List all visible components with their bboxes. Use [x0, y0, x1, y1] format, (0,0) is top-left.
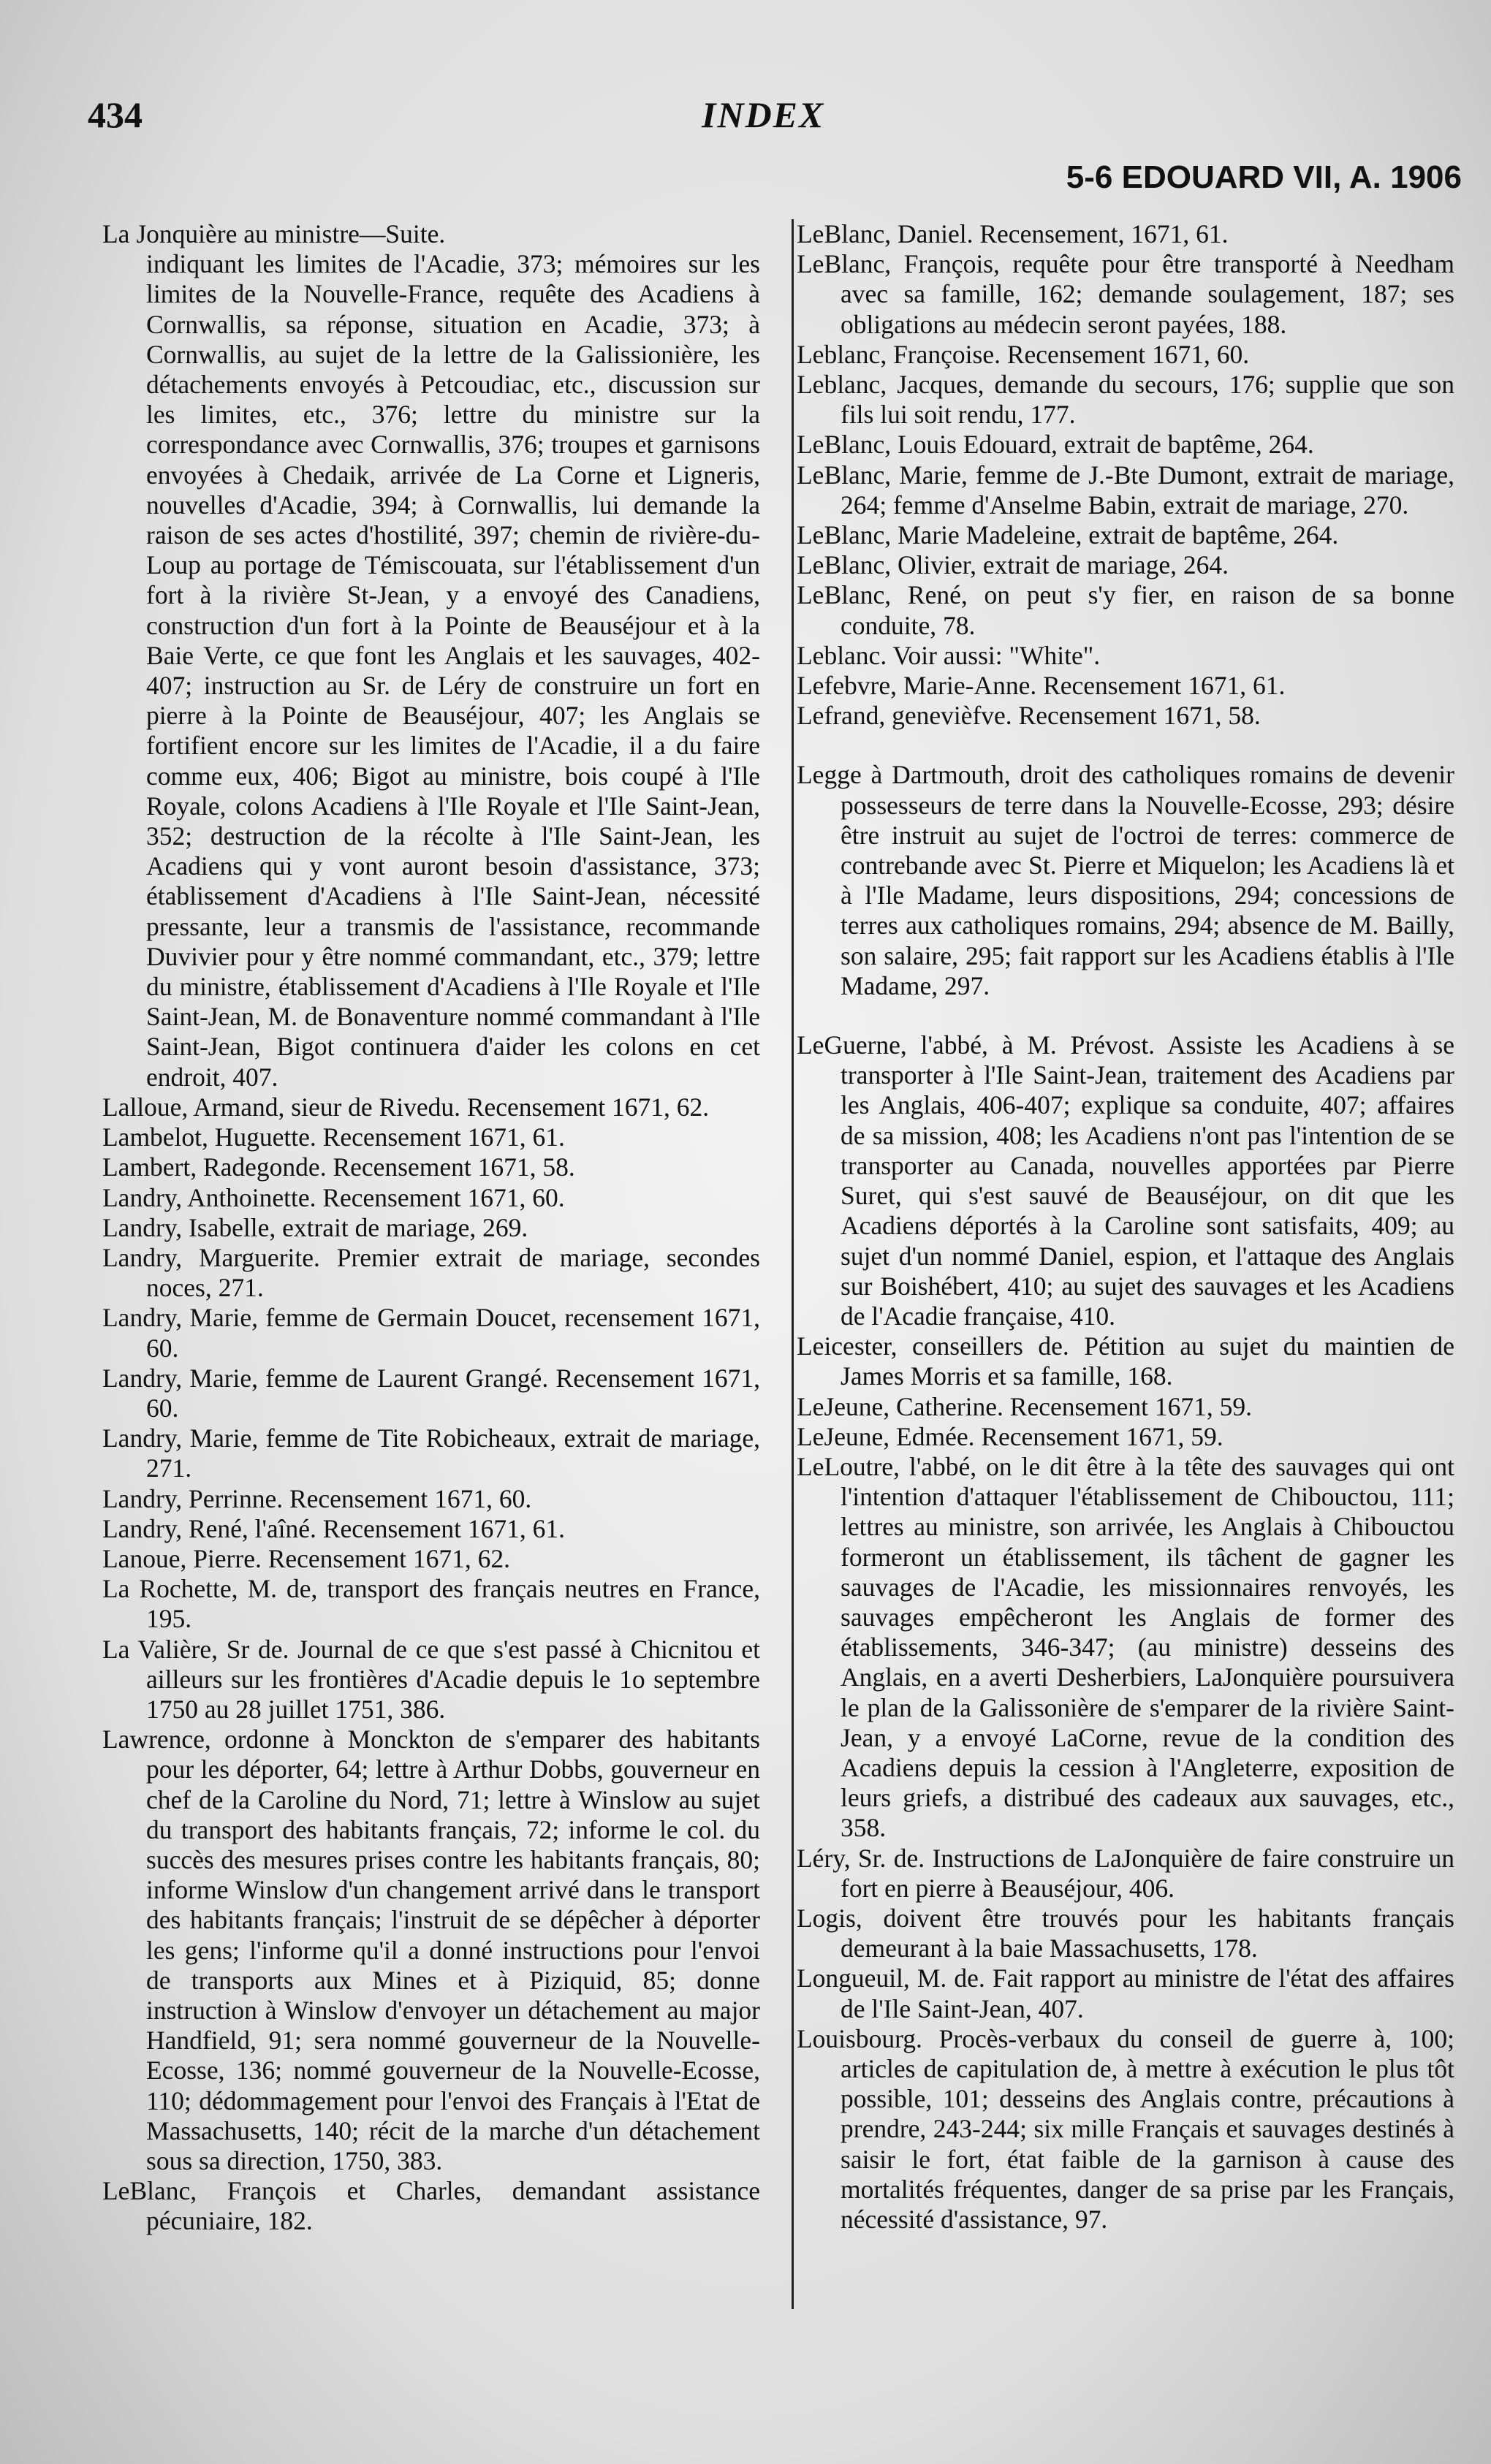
index-entry: Landry, Marguerite. Premier extrait de mariage, secondes noces, 271.	[102, 1242, 760, 1303]
index-entry: Leblanc, Jacques, demande du secours, 176; supplie que son fils lui soit rendu, 177.	[797, 370, 1454, 430]
index-entry: Lawrence, ordonne à Monckton de s'emparer des habitants pour les déporter, 64; lettre à Arthur Dobbs, gouverneur en chef de la Caroline du Nord, 71; lettre à Winslow au sujet du transport des habitants français, 72; informe le col. du succès des mesures prises contre les habitants français, 80; informe Winslow d'un changement arrivé dans le transport des habitants français; l'instruit de se dépêcher à déporter les gens; l'informe qu'il a donné instructions pour l'envoi de transports aux Mines et à Piziquid, 85; donne instruction à Winslow d'envoyer un détachement au major Handfield, 91; sera nommé gouverneur de la Nouvelle-Ecosse, 136; nommé gouverneur de la Nouvelle-Ecosse, 110; dédommagement pour l'envoi des Français à l'Etat de Massachusetts, 140; récit de la marche d'un détachement sous sa direction, 1750, 383.	[102, 1725, 760, 2175]
index-entry: LeBlanc, Olivier, extrait de mariage, 264.	[797, 550, 1229, 580]
session-label: 5-6 EDOUARD VII, A. 1906	[1066, 159, 1462, 195]
index-entry: LeBlanc, Marie Madeleine, extrait de baptême, 264.	[797, 520, 1339, 550]
index-entry: Landry, Marie, femme de Germain Doucet, recensement 1671, 60.	[102, 1303, 760, 1363]
index-entry: LeBlanc, Daniel. Recensement, 1671, 61.	[797, 219, 1229, 248]
index-entry: LeJeune, Edmée. Recensement 1671, 59.	[797, 1421, 1223, 1451]
index-entry: Lambert, Radegonde. Recensement 1671, 58.	[102, 1152, 575, 1182]
index-entry: Logis, doivent être trouvés pour les habitants français demeurant à la baie Massachusetts, 178.	[797, 1903, 1454, 1963]
column-divider	[792, 219, 794, 2309]
index-entry: Landry, René, l'aîné. Recensement 1671, 61.	[102, 1513, 566, 1543]
index-entry: Legge à Dartmouth, droit des catholiques romains de devenir possesseurs de terre dans la Nouvelle-Ecosse, 293; désire être instruit au sujet de l'octroi de terres: commerce de contrebande avec St. Pierre et Miquelon; les Acadiens là et à l'Ile Madame, leurs dispositions, 294; concessions de terres aux catholiques romains, 294; absence de M. Bailly, son salaire, 295; fait rapport sur les Acadiens établis à l'Ile Madame, 297.	[797, 760, 1454, 1000]
page-number: 434	[88, 94, 143, 135]
index-entry: LeBlanc, François, requête pour être transporté à Needham avec sa famille, 162; demande soulagement, 187; ses obligations au médecin seront payées, 188.	[797, 249, 1454, 339]
index-entry: La Jonquière au ministre—Suite.	[102, 219, 446, 248]
index-entry: LeBlanc, François et Charles, demandant assistance pécuniaire, 182.	[102, 2176, 760, 2236]
index-entry-continuation: indiquant les limites de l'Acadie, 373; mémoires sur les limites de la Nouvelle-France, requête des Acadiens à Cornwallis, sa réponse, situation en Acadie, 373; à Cornwallis, au sujet de la lettre de la Galissionière, les détachements envoyés à Petcoudiac, etc., discussion sur les limites, etc., 376; lettre du ministre sur la correspondance avec Cornwallis, 376; troupes et garnisons envoyées à Chedaik, arrivée de La Corne et Ligneris, nouvelles d'Acadie, 394; à Cornwallis, lui demande la raison de ses actes d'hostilité, 397; chemin de rivière-du-Loup au portage de Témiscouata, sur l'établissement d'un fort à la rivière St-Jean, y a envoyé des Canadiens, construction d'un fort à la Pointe de Beauséjour et à la Baie Verte, ce que font les Anglais et les sauvages, 402-407; instruction au Sr. de Léry de construire un fort en pierre à la Pointe de Beauséjour, 407; les Anglais se fortifient encore sur les limites de l'Acadie, il a du faire comme eux, 406; Bigot au ministre, bois coupé à l'Ile Royale, colons Acadiens à l'Ile Royale et l'Ile Saint-Jean, 352; destruction de la récolte à l'Ile Saint-Jean, les Acadiens qui y vont auront besoin d'assistance, 373; établissement d'Acadiens à l'Ile Saint-Jean, nécessité pressante, leur a transmis de l'assistance, recommande Duvivier pour y être nommé commandant, etc., 379; lettre du ministre, établissement d'Acadiens à l'Ile Royale et l'Ile Saint-Jean, M. de Bonaventure nommé commandant à l'Ile Saint-Jean, Bigot continuera d'aider les colons en cet endroit, 407.	[146, 249, 760, 1092]
index-entry: Lefebvre, Marie-Anne. Recensement 1671, 61.	[797, 671, 1286, 701]
index-entry: Landry, Marie, femme de Laurent Grangé. Recensement 1671, 60.	[102, 1363, 760, 1423]
index-entry: Landry, Isabelle, extrait de mariage, 269.	[102, 1212, 528, 1242]
index-entry: Landry, Perrinne. Recensement 1671, 60.	[102, 1483, 532, 1513]
index-entry: Léry, Sr. de. Instructions de LaJonquière de faire construire un fort en pierre à Beauséjour, 406.	[797, 1843, 1454, 1903]
index-entry: LeBlanc, Marie, femme de J.-Bte Dumont, extrait de mariage, 264; femme d'Anselme Babin, extrait de mariage, 270.	[797, 460, 1454, 520]
index-entry: LeJeune, Catherine. Recensement 1671, 59.	[797, 1391, 1253, 1421]
index-column-left	[102, 219, 760, 2237]
index-column-right	[797, 219, 1454, 2235]
index-entry: Lanoue, Pierre. Recensement 1671, 62.	[102, 1543, 510, 1573]
index-entry: Louisbourg. Procès-verbaux du conseil de guerre à, 100; articles de capitulation de, à mettre à exécution le plus tôt possible, 101; desseins des Anglais contre, précautions à prendre, 243-244; six mille Français et sauvages destinés à saisir le fort, état faible de la garnison à cause des mortalités fréquentes, danger de sa prise par les Français, nécessité d'assistance, 97.	[797, 2023, 1454, 2234]
index-entry: LeBlanc, Louis Edouard, extrait de baptême, 264.	[797, 430, 1314, 460]
index-entry: Landry, Marie, femme de Tite Robicheaux, extrait de mariage, 271.	[102, 1423, 760, 1483]
index-entry: LeBlanc, René, on peut s'y fier, en raison de sa bonne conduite, 78.	[797, 580, 1454, 640]
running-title: INDEX	[702, 94, 825, 135]
index-entry: La Valière, Sr de. Journal de ce que s'est passé à Chicnitou et ailleurs sur les frontières d'Acadie depuis le 1o septembre 1750 au 28 juillet 1751, 386.	[102, 1634, 760, 1724]
index-entry: Longueuil, M. de. Fait rapport au ministre de l'état des affaires de l'Ile Saint-Jean, 407.	[797, 1963, 1454, 2023]
index-entry: La Rochette, M. de, transport des français neutres en France, 195.	[102, 1574, 760, 1634]
index-entry: Leblanc. Voir aussi: "White".	[797, 640, 1101, 670]
index-entry: Leicester, conseillers de. Pétition au sujet du maintien de James Morris et sa famille, 168.	[797, 1331, 1454, 1391]
index-entry: Landry, Anthoinette. Recensement 1671, 60.	[102, 1182, 565, 1212]
index-entry: Lefrand, genevièfve. Recensement 1671, 58.	[797, 701, 1261, 731]
index-entry: Leblanc, Françoise. Recensement 1671, 60.	[797, 339, 1250, 369]
index-entry: Lambelot, Huguette. Recensement 1671, 61.	[102, 1122, 565, 1152]
index-entry: LeGuerne, l'abbé, à M. Prévost. Assiste les Acadiens à se transporter à l'Ile Saint-Jean, traitement des Acadiens par les Anglais, 406-407; explique sa conduite, 407; affaires de sa mission, 408; les Acadiens n'ont pas l'intention de se transporter au Canada, nouvelles apportées par Pierre Suret, qui s'est sauvé de Beauséjour, on dit que les Acadiens déportés à la Caroline sont satisfaits, 409; au sujet d'un nommé Daniel, espion, et l'attaque des Anglais sur Boishébert, 410; au sujet des sauvages et les Acadiens de l'Acadie française, 410.	[797, 1030, 1454, 1331]
index-entry: Lalloue, Armand, sieur de Rivedu. Recensement 1671, 62.	[102, 1092, 710, 1122]
index-entry: LeLoutre, l'abbé, on le dit être à la tête des sauvages qui ont l'intention d'attaquer l'établissement de Chibouctou, 111; lettres au ministre, son arrivée, les Anglais à Chibouctou formeront un établissement, ils tâchent de gagner les sauvages de l'Acadie, les missionnaires renvoyés, les sauvages empêcheront les Anglais de former des établissements, 346-347; (au ministre) desseins des Anglais, en a averti Desherbiers, LaJonquière poursuivera le plan de la Galissonière de s'emparer de la rivière Saint-Jean, y a envoyé LaCorne, revue de la condition des Acadiens depuis la cession à l'Angleterre, exposition de leurs griefs, a distribué des cadeaux aux sauvages, etc., 358.	[797, 1451, 1454, 1843]
